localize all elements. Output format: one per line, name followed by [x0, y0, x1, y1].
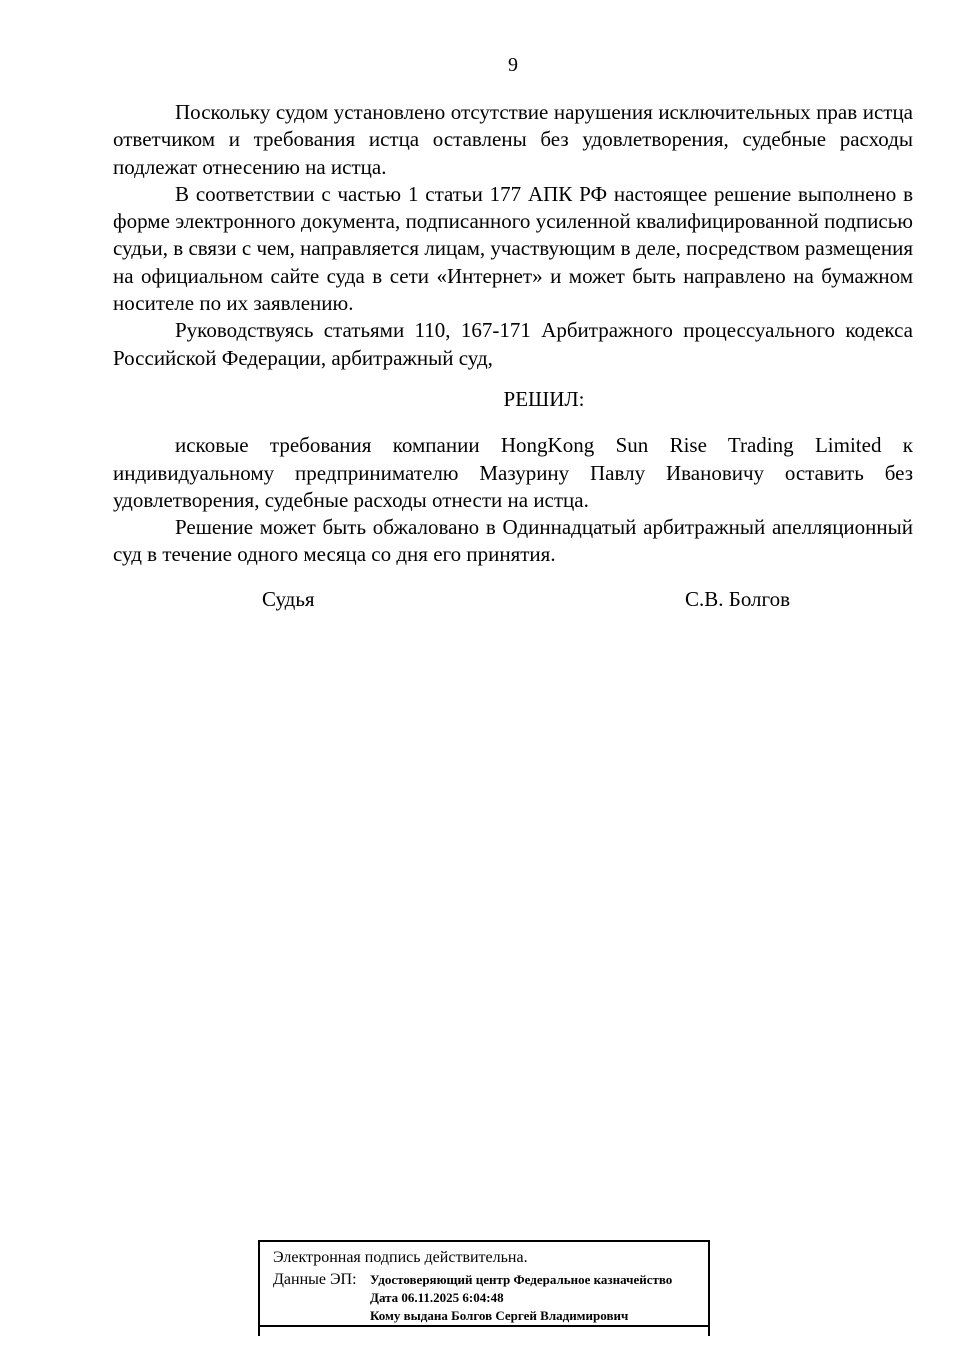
- body-paragraph-costs: Поскольку судом установлено отсутствие нарушения исключительных прав истца ответчиком и требования истца оставлены без удовлетворения, судебные расходы подлежат отнесению на истца.: [113, 100, 913, 179]
- body-paragraph-guided-by: Руководствуясь статьями 110, 167-171 Арбитражного процессуального кодекса Российской Федерации, арбитражный суд,: [113, 318, 913, 370]
- stamp-issued-to: Кому выдана Болгов Сергей Владимирович: [370, 1308, 629, 1323]
- page-number: 9: [508, 54, 518, 76]
- stamp-details: [370, 1271, 672, 1325]
- judge-name: С.В. Болгов: [685, 586, 791, 611]
- stamp-validity-text: Электронная подпись действительна.: [273, 1249, 528, 1266]
- stamp-data-row: [273, 1271, 702, 1325]
- resolution-paragraph-claims: исковые требования компании HongKong Sun Rise Trading Limited к индивидуальному предпринимателю Мазурину Павлу Ивановичу оставить без удовлетворения, судебные расходы отнести на истца.: [113, 433, 913, 512]
- stamp-data-label: Данные ЭП:: [273, 1271, 357, 1288]
- document-body: [113, 99, 913, 614]
- resolution-paragraph-appeal: Решение может быть обжаловано в Одиннадцатый арбитражный апелляционный суд в течение одного месяца со дня его принятия.: [113, 515, 913, 567]
- judge-label: Судья: [262, 586, 315, 611]
- electronic-signature-stamp: [258, 1240, 710, 1327]
- signature-row: [113, 586, 913, 614]
- stamp-signature-date: Дата 06.11.2025 6:04:48: [370, 1290, 504, 1305]
- body-paragraph-electronic-form: В соответствии с частью 1 статьи 177 АПК РФ настоящее решение выполнено в форме электронного документа, подписанного усиленной квалифицированной подписью судьи, в связи с чем, направляется лицам, участвующим в деле, посредством размещения на официальном сайте суда в сети «Интернет» и может быть направлено на бумажном носителе по их заявлению.: [113, 181, 913, 316]
- resolution-heading: РЕШИЛ:: [503, 386, 585, 411]
- stamp-certificate-authority: Удостоверяющий центр Федеральное казначейство: [370, 1272, 673, 1287]
